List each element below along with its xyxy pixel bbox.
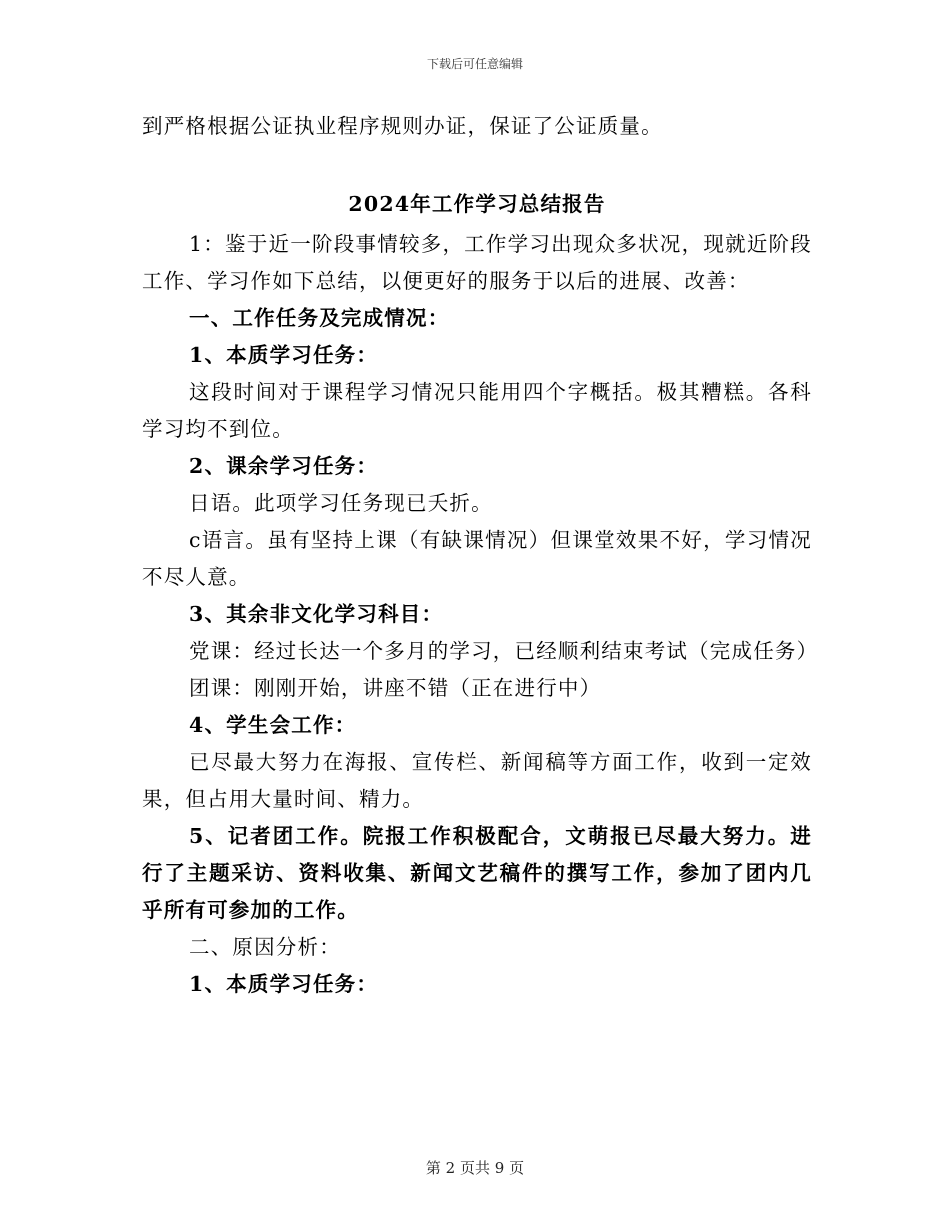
page-footer: 第 2 页共 9 页	[425, 1159, 525, 1177]
paragraph-intro: 1：鉴于近一阶段事情较多，工作学习出现众多状况，现就近阶段工作、学习作如下总结，以便更好的服务于以后的进展、改善：	[142, 232, 812, 293]
paragraph: 这段时间对于课程学习情况只能用四个字概括。极其糟糕。各科学习均不到位。	[142, 380, 812, 441]
section-heading-2: 二、原因分析：	[189, 935, 341, 959]
subheading-4: 4、学生会工作：	[189, 713, 357, 737]
subheading-5: 1、本质学习任务：	[189, 972, 379, 996]
document-title: 2024年工作学习总结报告	[348, 192, 606, 216]
paragraph: 团课：刚刚开始，讲座不错（正在进行中）	[189, 676, 602, 700]
paragraph-continuation: 到严格根据公证执业程序规则办证，保证了公证质量。	[142, 114, 663, 138]
section-heading-1: 一、工作任务及完成情况：	[189, 306, 450, 330]
paragraph: 日语。此项学习任务现已夭折。	[189, 491, 493, 515]
paragraph: c语言。虽有坚持上课（有缺课情况）但课堂效果不好，学习情况不尽人意。	[142, 528, 812, 589]
document-body	[142, 108, 819, 1003]
subheading-1: 1、本质学习任务：	[189, 343, 379, 367]
page-header: 下载后可任意编辑	[426, 57, 523, 71]
paragraph: 党课：经过长达一个多月的学习，已经顺利结束考试（完成任务）	[189, 639, 819, 663]
subheading-2: 2、课余学习任务：	[189, 454, 379, 478]
subheading-3: 3、其余非文化学习科目：	[189, 602, 444, 626]
paragraph-bold: 5、记者团工作。院报工作积极配合，文萌报已尽最大努力。进行了主题采访、资料收集、新闻文艺稿件的撰写工作，参加了团内几乎所有可参加的工作。	[142, 824, 812, 922]
paragraph: 已尽最大努力在海报、宣传栏、新闻稿等方面工作，收到一定效果，但占用大量时间、精力。	[142, 750, 812, 811]
